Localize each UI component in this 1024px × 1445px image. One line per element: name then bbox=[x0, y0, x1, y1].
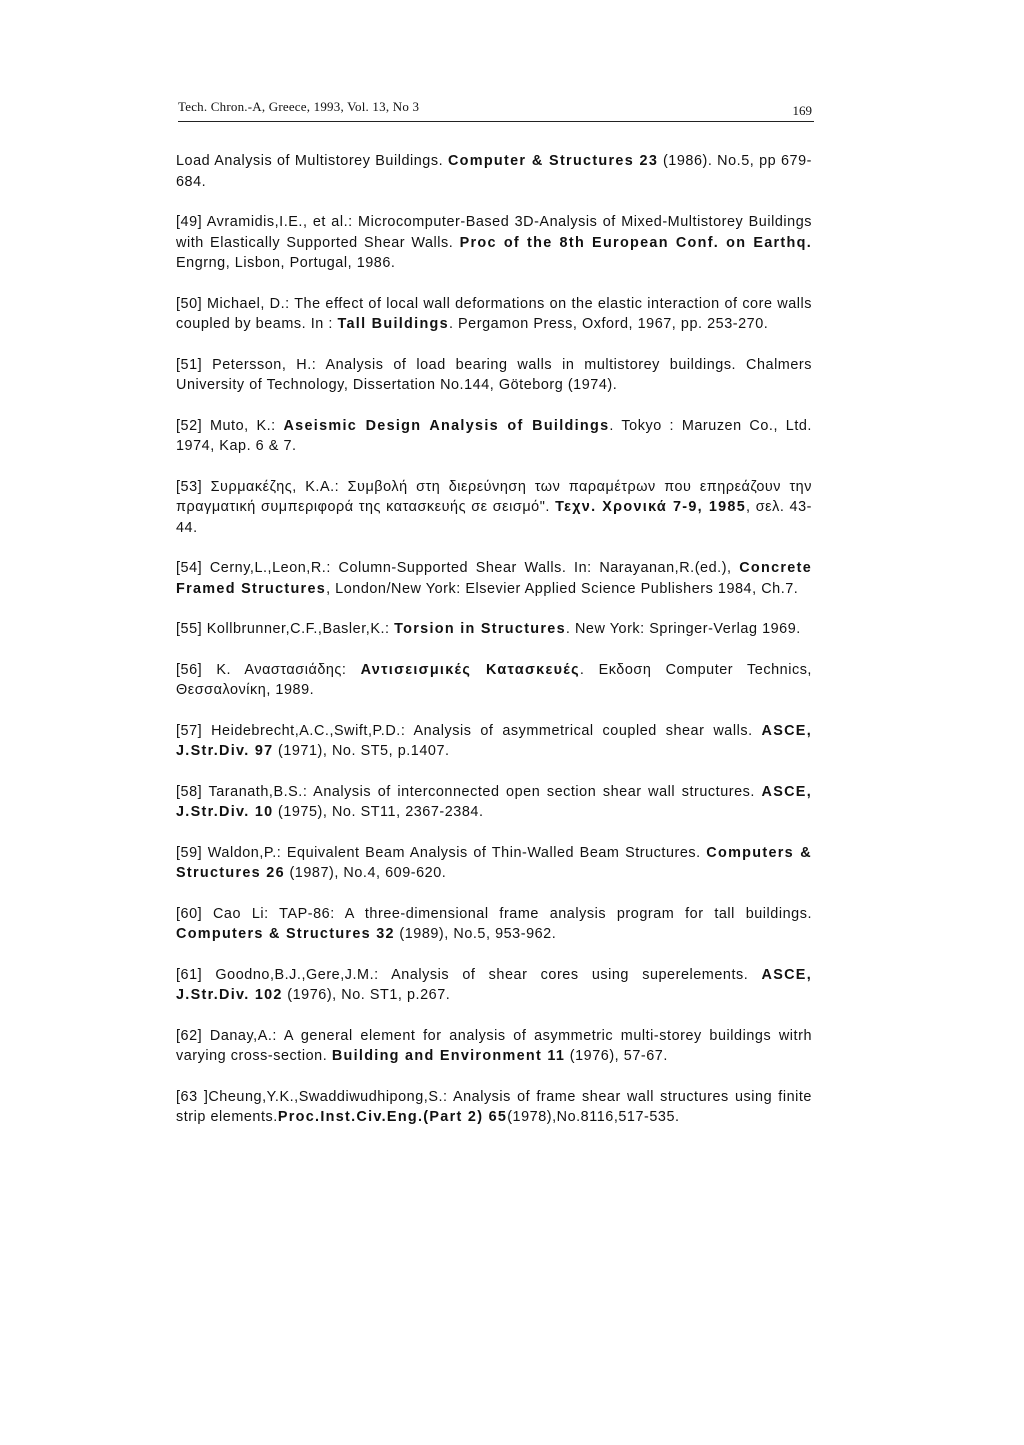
reference-text: (1989), No.5, 953-962. bbox=[394, 926, 557, 942]
reference-text: (1975), No. ST11, 2367-2384. bbox=[273, 804, 484, 820]
reference-text: (1976), No. ST1, p.267. bbox=[282, 987, 451, 1003]
reference-entry bbox=[176, 1026, 812, 1067]
reference-text: (1976), 57-67. bbox=[565, 1048, 668, 1064]
journal-citation: Tech. Chron.-A, Greece, 1993, Vol. 13, No 3 bbox=[178, 99, 420, 114]
reference-source-title: Aseismic Design Analysis of Buildings bbox=[283, 417, 610, 434]
reference-text: [57] Heidebrecht,A.C.,Swift,P.D.: Analysis of asymmetrical coupled shear walls. bbox=[176, 722, 762, 739]
reference-text: [59] Waldon,P.: Equivalent Beam Analysis of Thin-Walled Beam Structures. bbox=[176, 844, 707, 861]
reference-text: , σελ. 43-44. bbox=[176, 499, 812, 536]
reference-text: [58] Taranath,B.S.: Analysis of interconnected open section shear wall structures. bbox=[176, 783, 762, 800]
reference-list bbox=[176, 151, 812, 1148]
reference-source-title: Computers & Structures 26 bbox=[176, 844, 812, 881]
reference-entry bbox=[176, 294, 812, 335]
reference-text: (1987), No.4, 609-620. bbox=[284, 865, 447, 881]
reference-source-title: Τεχν. Χρονικά 7-9, 1985 bbox=[555, 499, 747, 515]
reference-text: Load Analysis of Multistorey Buildings. bbox=[176, 153, 448, 169]
reference-entry bbox=[176, 151, 812, 192]
reference-source-title: Building and Environment 11 bbox=[331, 1048, 566, 1064]
page-number: 169 bbox=[792, 103, 812, 118]
reference-source-title: Proc of the 8th European Conf. on Earthq. bbox=[459, 234, 812, 251]
reference-text: (1978),No.8116,517-535. bbox=[507, 1109, 680, 1125]
reference-text: [52] Muto, K.: bbox=[176, 417, 284, 434]
reference-entry bbox=[176, 843, 812, 884]
reference-source-title: ASCE, J.Str.Div. 10 bbox=[176, 783, 812, 820]
reference-entry bbox=[176, 782, 812, 823]
reference-entry bbox=[176, 965, 812, 1006]
reference-text: [63 ]Cheung,Y.K.,Swaddiwudhipong,S.: Analysis of frame shear wall structures using finite strip elements. bbox=[176, 1088, 812, 1125]
reference-text: (1986). No.5, pp 679-684. bbox=[176, 153, 812, 190]
reference-text: [49] Avramidis,I.E., et al.: Microcomputer-Based 3D-Analysis of Mixed-Multistorey Buildings with Elastically Supported Shear Walls. bbox=[176, 214, 812, 251]
reference-text: [55] Kollbrunner,C.F.,Basler,K.: bbox=[176, 621, 395, 637]
reference-text: [51] Petersson, H.: Analysis of load bearing walls in multistorey buildings. Chalmers University of Technology, Dissertation No.144, Göteborg (1974). bbox=[176, 356, 812, 393]
reference-text: . Pergamon Press, Oxford, 1967, pp. 253-270. bbox=[448, 316, 769, 332]
reference-text: [61] Goodno,B.J.,Gere,J.M.: Analysis of shear cores using superelements. bbox=[176, 966, 762, 983]
reference-entry bbox=[176, 477, 812, 539]
reference-text: [62] Danay,A.: A general element for analysis of asymmetric multi-storey buildings witrh varying cross-section. bbox=[176, 1027, 812, 1064]
reference-source-title: ASCE, J.Str.Div. 102 bbox=[176, 966, 812, 1003]
reference-text: (1971), No. ST5, p.1407. bbox=[273, 743, 450, 759]
reference-source-title: Concrete Framed Structures bbox=[176, 560, 812, 597]
reference-entry bbox=[176, 1087, 812, 1128]
reference-text: [54] Cerny,L.,Leon,R.: Column-Supported Shear Walls. In: Narayanan,R.(ed.), bbox=[176, 560, 740, 576]
reference-text: [53] Συρμακέζης, Κ.Α.: Συμβολή στη διερεύνηση των παραμέτρων που επηρεάζουν την πραγματική συμπεριφορά της κατασκευής σε σεισμό". bbox=[176, 478, 812, 515]
reference-entry bbox=[176, 416, 812, 457]
reference-source-title: ASCE, J.Str.Div. 97 bbox=[176, 722, 812, 759]
reference-text: Engrng, Lisbon, Portugal, 1986. bbox=[176, 255, 396, 271]
reference-source-title: Αντισεισμικές Κατασκευές bbox=[360, 661, 580, 678]
reference-source-title: Computer & Structures 23 bbox=[447, 153, 659, 169]
reference-text: . Εκδοση Computer Technics, Θεσσαλονίκη, 1989. bbox=[176, 661, 812, 698]
reference-text: . Tokyo : Maruzen Co., Ltd. 1974, Kap. 6 & 7. bbox=[176, 417, 812, 454]
reference-entry bbox=[176, 721, 812, 762]
reference-entry bbox=[176, 904, 812, 945]
reference-text: [56] Κ. Αναστασιάδης: bbox=[176, 661, 361, 678]
reference-source-title: Tall Buildings bbox=[337, 316, 449, 332]
reference-text: . New York: Springer-Verlag 1969. bbox=[565, 621, 801, 637]
reference-entry bbox=[176, 355, 812, 396]
reference-source-title: Torsion in Structures bbox=[394, 621, 566, 637]
running-header bbox=[178, 99, 814, 122]
reference-text: [50] Michael, D.: The effect of local wall deformations on the elastic interaction of core walls coupled by beams. In : bbox=[176, 295, 812, 332]
reference-entry bbox=[176, 558, 812, 599]
reference-source-title: Proc.Inst.Civ.Eng.(Part 2) 65 bbox=[277, 1109, 508, 1125]
reference-entry bbox=[176, 660, 812, 701]
reference-entry bbox=[176, 619, 812, 640]
reference-source-title: Computers & Structures 32 bbox=[176, 926, 395, 942]
reference-text: , London/New York: Elsevier Applied Science Publishers 1984, Ch.7. bbox=[326, 580, 799, 597]
reference-entry bbox=[176, 212, 812, 274]
reference-text: [60] Cao Li: TAP-86: A three-dimensional frame analysis program for tall buildings. bbox=[176, 905, 812, 922]
